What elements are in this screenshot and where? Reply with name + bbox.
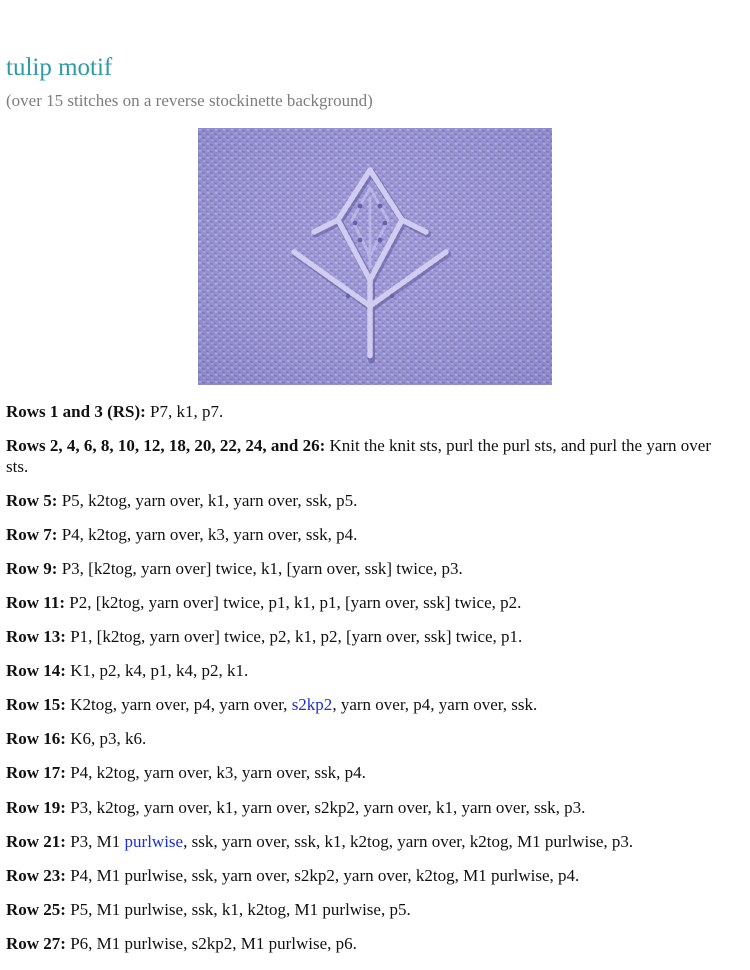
row-label: Row 21:: [6, 831, 66, 851]
instruction-row: [6, 798, 718, 819]
row-label: Rows 1 and 3 (RS):: [6, 402, 146, 421]
page-subtitle: (over 15 stitches on a reverse stockinette background): [6, 91, 373, 110]
instruction-row: [6, 559, 718, 580]
instruction-row: [6, 402, 718, 423]
row-text: P3, [k2tog, yarn over] twice, k1, [yarn over, ssk] twice, p3.: [57, 558, 463, 578]
row-text: P3, M1: [65, 831, 125, 851]
row-text: Knit the knit sts, purl the purl sts, and purl the yarn over sts.: [6, 436, 711, 476]
row-label: Rows 2, 4, 6, 8, 10, 12, 18, 20, 22, 24, and 26:: [6, 436, 326, 456]
row-label: Row 19:: [6, 797, 66, 817]
row-text: K6, p3, k6.: [65, 729, 147, 749]
instruction-row: [6, 627, 718, 648]
instruction-row: [6, 593, 718, 614]
instruction-row: [6, 661, 718, 682]
instruction-row: [6, 763, 718, 784]
row-text: P5, M1 purlwise, ssk, k1, k2tog, M1 purlwise, p5.: [65, 899, 411, 919]
row-label: Row 17:: [6, 763, 66, 783]
row-label: Row 7:: [6, 524, 58, 544]
instruction-row: [6, 525, 718, 546]
row-label: Row 25:: [6, 899, 66, 919]
page-title: tulip motif: [6, 54, 113, 81]
row-text: K2tog, yarn over, p4, yarn over,: [65, 695, 292, 715]
row-text: P5, k2tog, yarn over, k1, yarn over, ssk, p5.: [57, 490, 358, 510]
row-text: K1, p2, k4, p1, k4, p2, k1.: [65, 661, 249, 681]
row-text: , yarn over, p4, yarn over, ssk.: [332, 695, 538, 715]
row-label: Row 5:: [6, 490, 58, 510]
row-label: Row 13:: [6, 627, 66, 647]
row-text: P4, k2tog, yarn over, k3, yarn over, ssk, p4.: [57, 524, 358, 544]
row-text: P6, M1 purlwise, s2kp2, M1 purlwise, p6.: [65, 933, 357, 953]
instructions-list: [6, 402, 718, 968]
row-label: Row 16:: [6, 729, 66, 749]
row-label: Row 15:: [6, 695, 66, 715]
row-text: P4, M1 purlwise, ssk, yarn over, s2kp2, yarn over, k2tog, M1 purlwise, p4.: [65, 865, 580, 885]
row-label: Row 11:: [6, 592, 66, 612]
row-label: Row 14:: [6, 661, 66, 681]
s2kp2-link[interactable]: s2kp2: [291, 695, 333, 715]
instruction-row: [6, 832, 718, 853]
row-text: P1, [k2tog, yarn over] twice, p2, k1, p2, [yarn over, ssk] twice, p1.: [65, 627, 523, 647]
knitted-swatch-image: [198, 128, 552, 385]
row-text: P4, k2tog, yarn over, k3, yarn over, ssk, p4.: [65, 763, 366, 783]
instruction-row: [6, 436, 718, 477]
row-text: P3, k2tog, yarn over, k1, yarn over, s2kp2, yarn over, k1, yarn over, ssk, p3.: [65, 797, 586, 817]
instruction-row: [6, 729, 718, 750]
instruction-row: [6, 695, 718, 716]
row-label: Row 9:: [6, 558, 58, 578]
instruction-row: [6, 866, 718, 887]
row-text: P2, [k2tog, yarn over] twice, p1, k1, p1, [yarn over, ssk] twice, p2.: [65, 592, 522, 612]
instruction-row: [6, 491, 718, 512]
purlwise-link[interactable]: purlwise: [124, 831, 184, 851]
row-label: Row 27:: [6, 933, 66, 953]
instruction-row: [6, 900, 718, 921]
row-text: P7, k1, p7.: [145, 402, 224, 421]
row-label: Row 23:: [6, 865, 66, 885]
row-text: , ssk, yarn over, ssk, k1, k2tog, yarn over, k2tog, M1 purlwise, p3.: [183, 831, 634, 851]
instruction-row: [6, 934, 718, 955]
